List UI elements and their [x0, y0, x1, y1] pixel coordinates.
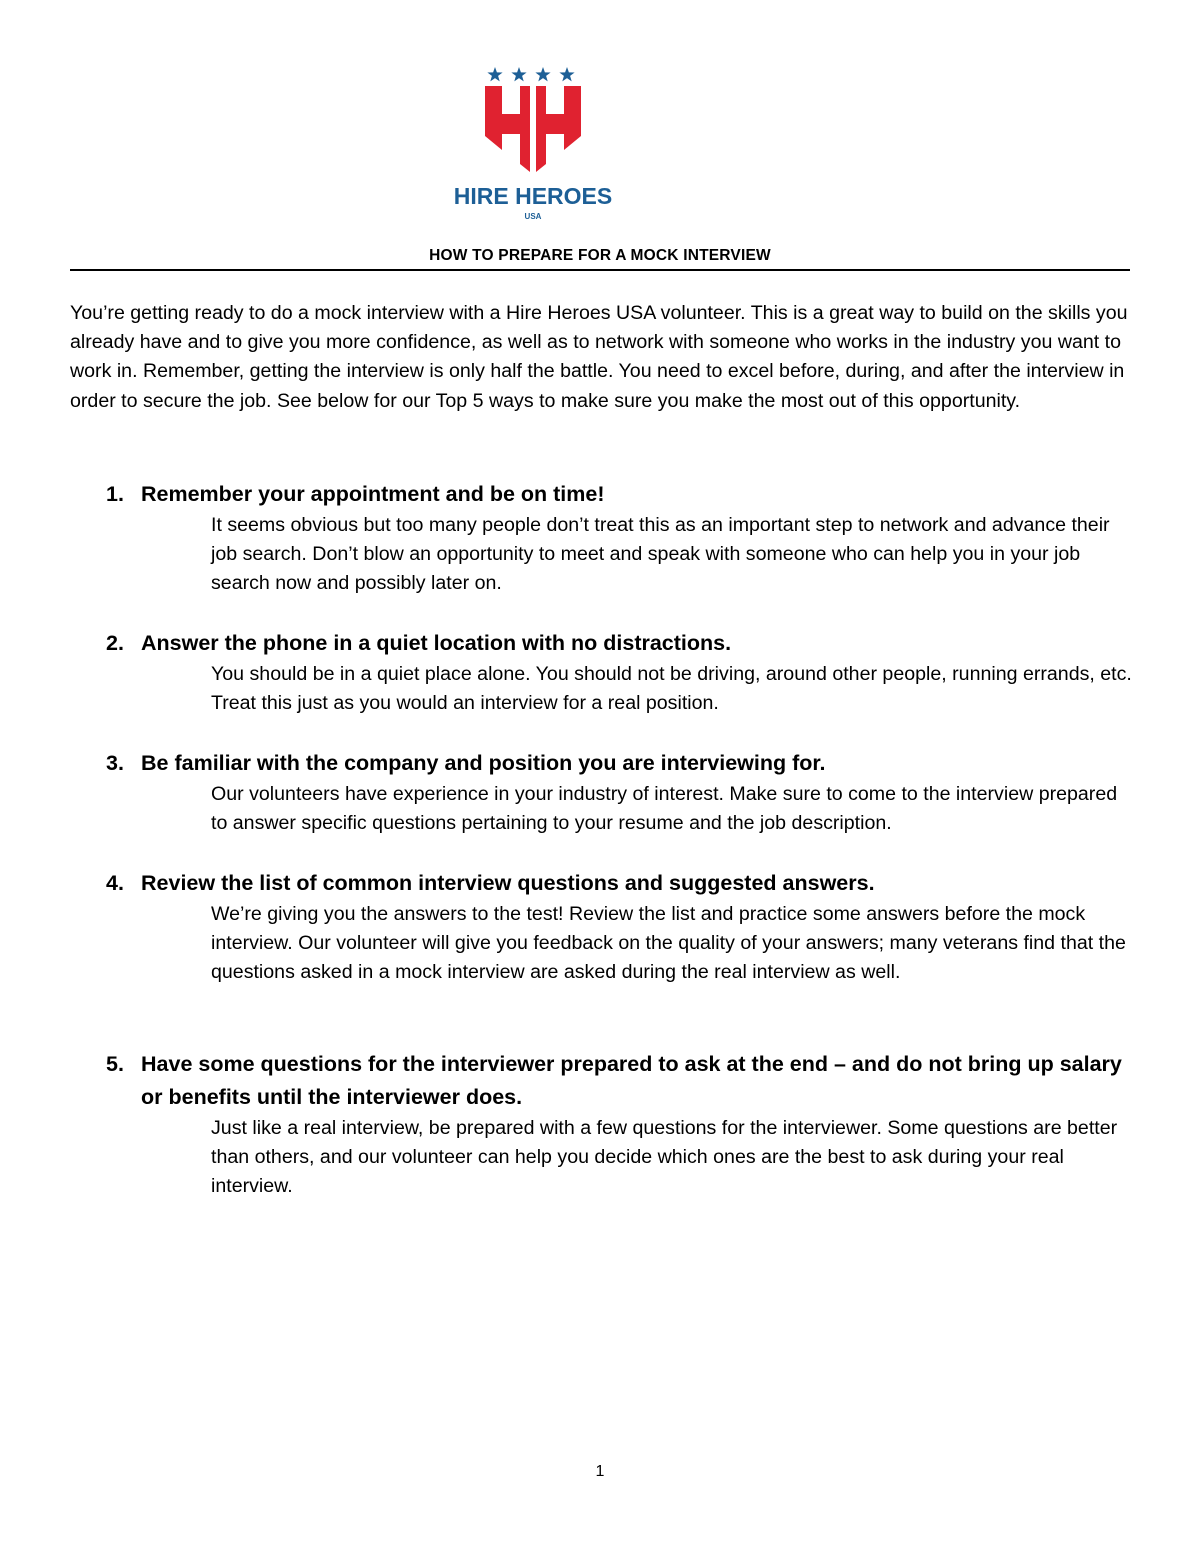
hire-heroes-hh-shield-icon — [448, 62, 618, 232]
page-title: HOW TO PREPARE FOR A MOCK INTERVIEW — [429, 247, 771, 264]
list-item — [70, 627, 1132, 747]
tip-number: 1. — [106, 482, 124, 506]
star-icon — [535, 67, 550, 81]
tip-number: 5. — [106, 1052, 124, 1076]
intro-paragraph: You’re getting ready to do a mock interview with a Hire Heroes USA volunteer. This is a great way to build on the skills you already have and to give you more confidence, as well as to network with someone who works in the industry you want to work in. Remember, getting the interview is only half the battle. You need to excel before, during, and after the interview in order to secure the job. See below for our Top 5 ways to make sure you make the most out of this opportunity. — [70, 302, 1128, 412]
tip-body: Just like a real interview, be prepared with a few questions for the interviewer. Some questions are better than others, and our volunteer can help you decide which ones are the best to ask during your real interview. — [211, 1117, 1118, 1198]
star-icon-row — [487, 67, 574, 81]
list-item — [70, 1048, 1132, 1202]
list-item — [70, 478, 1132, 627]
tip-body: You should be in a quiet place alone. You should not be driving, around other people, running errands, etc. Treat this just as you would an interview for a real position. — [211, 663, 1132, 715]
tip-heading: Have some questions for the interviewer prepared to ask at the end – and do not bring up salary or benefits until the interviewer does. — [141, 1052, 1122, 1109]
tip-heading: Answer the phone in a quiet location with no distractions. — [141, 631, 732, 655]
title-divider — [70, 269, 1130, 271]
list-item — [70, 867, 1132, 1048]
star-icon — [511, 67, 526, 81]
tip-heading: Remember your appointment and be on time! — [141, 482, 605, 506]
tip-heading: Review the list of common interview questions and suggested answers. — [141, 871, 875, 895]
tip-body: We’re giving you the answers to the test! Review the list and practice some answers before the mock interview. Our volunteer will give you feedback on the quality of your answers; many veterans find that the questions asked in a mock interview are asked during the real interview as well. — [211, 903, 1126, 984]
tips-list — [70, 478, 1132, 1202]
hire-heroes-logo — [448, 62, 618, 232]
brand-name: HIRE HEROES — [453, 183, 613, 209]
page-number: 1 — [595, 1463, 605, 1480]
star-icon — [487, 67, 502, 81]
tip-number: 2. — [106, 631, 124, 655]
list-item — [70, 747, 1132, 867]
tip-heading: Be familiar with the company and position you are interviewing for. — [141, 751, 826, 775]
tip-number: 4. — [106, 871, 124, 895]
hh-shield-shape-right — [536, 86, 581, 172]
star-icon — [559, 67, 574, 81]
brand-sub: USA — [524, 212, 542, 221]
tip-body: Our volunteers have experience in your industry of interest. Make sure to come to the interview prepared to answer specific questions pertaining to your resume and the job description. — [211, 783, 1118, 835]
hh-shield-shape — [485, 86, 530, 172]
tip-body: It seems obvious but too many people don’t treat this as an important step to network and advance their job search. Don’t blow an opportunity to meet and speak with someone who can help you in your job search now and possibly later on. — [211, 514, 1110, 595]
tip-number: 3. — [106, 751, 124, 775]
